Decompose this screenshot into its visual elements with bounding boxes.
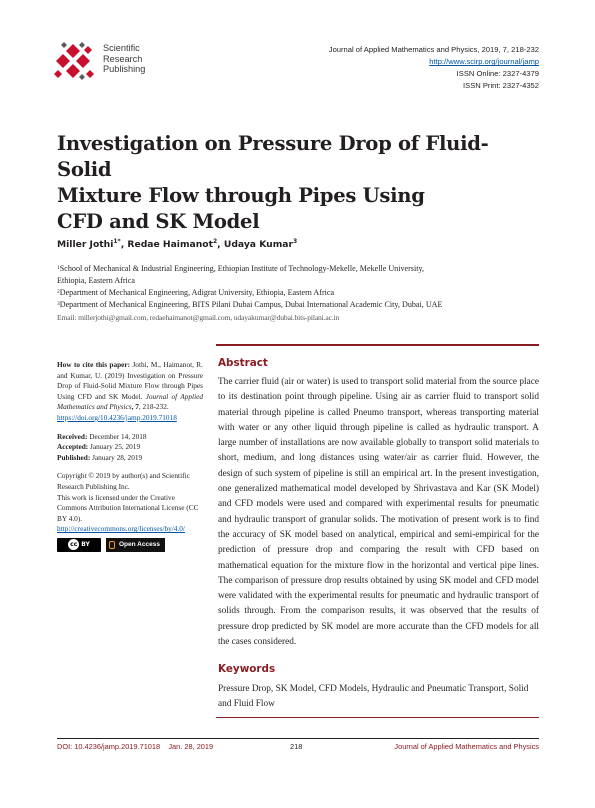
publisher-name-line: Research — [103, 53, 143, 64]
cite-pages: , 218-232. — [138, 402, 169, 412]
author-name: Miller Jothi — [57, 239, 114, 251]
accepted-label: Accepted: — [57, 442, 89, 452]
keywords-bottom-rule — [216, 717, 539, 718]
issn-print: ISSN Print: 2327-4352 — [463, 81, 539, 91]
citation-block — [57, 360, 203, 424]
affiliation-text: Ethiopia, Eastern Africa — [57, 276, 135, 285]
article-sidebar — [57, 360, 203, 552]
cite-journal: Journal of Applied Mathematics and Physics — [57, 391, 203, 412]
keywords-heading: Keywords — [218, 663, 276, 675]
published-date: January 28, 2019 — [92, 452, 143, 462]
title-line: CFD and SK Model — [57, 210, 260, 233]
accepted-date: January 25, 2019 — [90, 442, 141, 452]
cc-by-badge[interactable] — [57, 538, 101, 552]
abstract-text: The carrier fluid (air or water) is used to transport solid material from the source place to its destination point through pipeline. Using air as carrier fluid to transport solid material through pipeline is called Pneumo transport, whereas transporting material with water or any other liquid through pipeline is called as hydraulic transport. A large number of installations are now available globally to transport solid materials to short, medium, and long distances using water/air as carrier fluid. However, the design of such system of pipeline is still an empirical art. In the present investigation, one generalized mathematical model developed by Shrivastava and Kar (SK Model) and CFD models were used and compared with experimental results for pneumatic and hydraulic transport of granular solids. The motivation of present work is to find the accuracy of SK model based on analytical, empirical and semi-empirical for the prediction of pressure drop and comparing the result with CFD based on mathematical equation for the mixture flow in the horizontal and vertical pipe lines. The comparison of pressure drop results obtained by using SK model and CFD model were validated with the experimental results for pneumatic and hydraulic transport of solids through. From the comparison results, it was observed that the results of pressure drop predicted by SK model are more accurate than the CFD models for all the cases considered. — [218, 377, 539, 648]
affiliation-1 — [57, 263, 547, 275]
open-access-badge — [106, 538, 165, 552]
received-date: December 14, 2018 — [89, 431, 147, 441]
journal-info — [329, 44, 539, 92]
footer-doi[interactable]: DOI: 10.4236/jamp.2019.71018 Jan. 28, 2019 — [57, 742, 214, 751]
open-access-label: Open Access — [119, 540, 160, 548]
affiliation-2 — [57, 287, 547, 299]
affiliations — [57, 263, 547, 311]
author-name: Udaya Kumar — [223, 239, 294, 251]
affiliation-sup: 2 — [57, 289, 60, 295]
copyright-text: Copyright © 2019 by author(s) and Scientific Research Publishing Inc. — [57, 471, 190, 491]
affiliation-sup: 1 — [57, 265, 60, 271]
author-emails: Email: millerjothi@gmail.com, redaehaimanot@gmail.com, udayakumar@dubai.bits-pilani.ac.in — [57, 313, 340, 322]
dates-block — [57, 432, 203, 464]
copyright-block — [57, 471, 203, 552]
cite-label: How to cite this paper: — [57, 360, 131, 369]
journal-url-link[interactable]: http://www.scirp.org/journal/jamp — [429, 57, 539, 67]
paper-title — [57, 131, 537, 235]
affiliation-text: Department of Mechanical Engineering, Adigrat University, Ethiopia, Eastern Africa — [59, 288, 335, 297]
issn-online: ISSN Online: 2327-4379 — [456, 69, 539, 79]
abstract-heading: Abstract — [218, 357, 268, 369]
affiliation-text: School of Mechanical & Industrial Engineering, Ethiopian Institute of Technology-Mekelle, Mekelle University, — [59, 264, 424, 273]
by-label: BY — [81, 540, 90, 548]
cite-volume: , 7 — [131, 402, 139, 412]
published-label: Published: — [57, 452, 91, 462]
publisher-name-line: Publishing — [103, 64, 146, 75]
affiliation-3 — [57, 299, 547, 311]
license-link[interactable]: http://creativecommons.org/licenses/by/4.0/ — [57, 524, 185, 534]
journal-citation: Journal of Applied Mathematics and Physics, 2019, 7, 218-232 — [328, 45, 539, 54]
license-text: This work is licensed under the Creative Commons Attribution International License (CC BY 4.0). — [57, 492, 199, 523]
author-sup: 3 — [293, 238, 298, 245]
footer-journal: Journal of Applied Mathematics and Physics — [394, 742, 539, 751]
keywords-text: Pressure Drop, SK Model, CFD Models, Hydraulic and Pneumatic Transport, Solid and Fluid Flow — [218, 684, 529, 710]
author-name: Redae Haimanot — [127, 239, 213, 251]
title-line: Mixture Flow through Pipes Using — [57, 184, 425, 207]
title-line: Investigation on Pressure Drop of Fluid-Solid — [57, 132, 489, 181]
affiliation-sup: 3 — [57, 301, 60, 307]
affiliation-text: Department of Mechanical Engineering, BITS Pilani Dubai Campus, Dubai International Academic City, Dubai, UAE — [59, 300, 443, 309]
cc-icon: cc — [68, 539, 79, 550]
publisher-name — [103, 43, 145, 75]
publisher-name-line: Scientific — [103, 43, 140, 53]
author-list: Miller Jothi$^{1*}$, Redae Haimanot$^2$, Udaya Kumar$^3$ — [57, 238, 298, 251]
footer-rule — [57, 738, 539, 739]
abstract-top-rule — [216, 344, 539, 346]
received-label: Received: — [57, 431, 88, 441]
doi-link[interactable]: https://doi.org/10.4236/jamp.2019.71018 — [57, 412, 177, 422]
author-sup: 2 — [212, 238, 218, 245]
author-sup: 1* — [113, 238, 121, 245]
open-lock-icon — [109, 541, 115, 549]
license-badges — [57, 538, 203, 552]
cite-text: Jothi, M., Haimanot, R. and Kumar, U. (2019) Investigation on Pressure Drop of Fluid-Solid Mixture Flow through Pipes Using CFD and SK Model. — [57, 360, 204, 401]
page-number: 218 — [290, 742, 303, 751]
